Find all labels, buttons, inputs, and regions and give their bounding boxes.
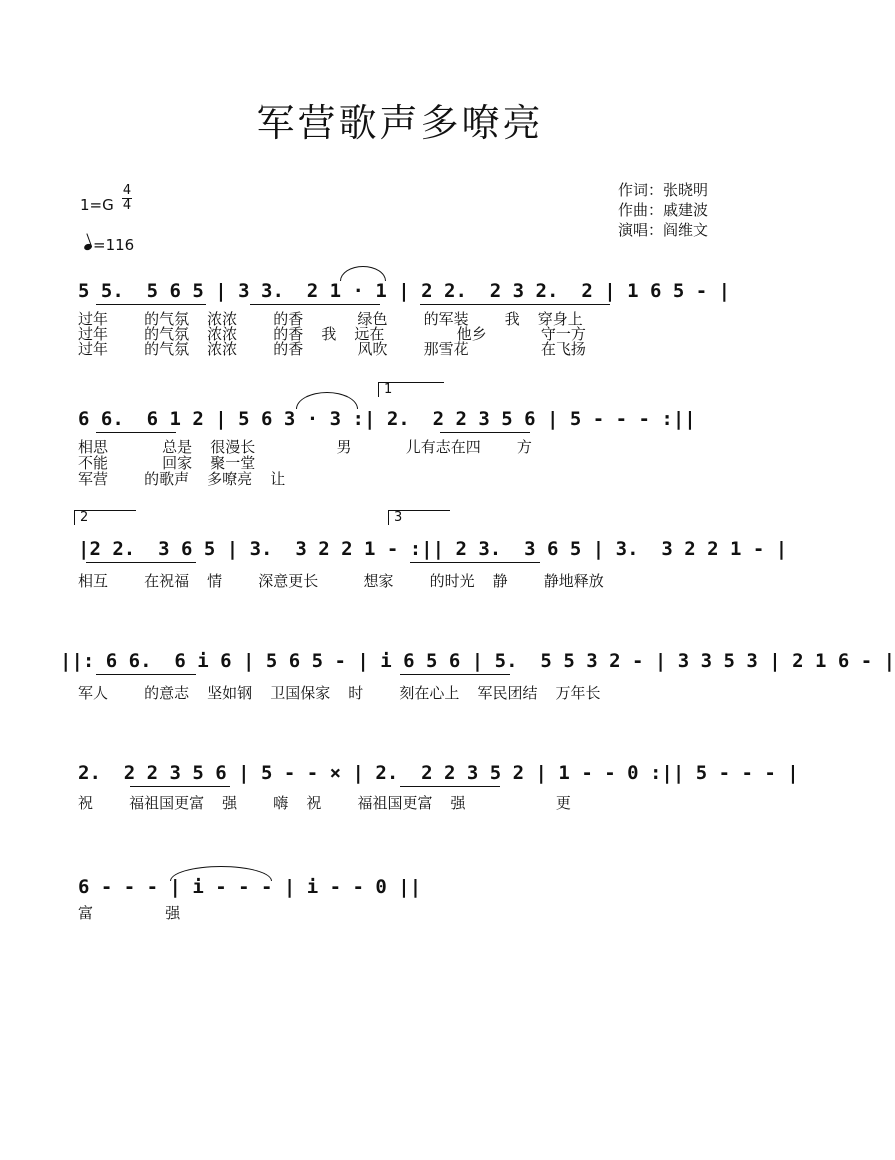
lyricist: 作词：张晓明 <box>618 181 709 199</box>
beam <box>400 786 500 787</box>
notation-line-2: 6 6. 6 1 2 | 5 6 3 · 3 :| 2. 2 2 3 5 6 | 5 - - - :|| <box>78 408 696 430</box>
notation-line-6: 6 - - - | i - - - | i - - 0 || <box>78 876 422 898</box>
credits <box>618 180 708 240</box>
notation-line-5: 2. 2 2 3 5 6 | 5 - - × | 2. 2 2 3 5 2 | 1 - - 0 :|| 5 - - - | <box>78 762 799 784</box>
notation-line-4: ||: 6 6. 6 i 6 | 5 6 5 - | i 6 5 6 | 5. 5 5 3 2 - | 3 3 5 3 | 2 1 6 - | <box>60 650 895 672</box>
lyric-verse-2: 过年 的气氛 浓浓 的香 我 远在 他乡 守一方 <box>78 325 586 343</box>
key-signature: 1=G <box>80 196 114 214</box>
lyric-verse-1: 相思 总是 很漫长 男 儿有志在四 方 <box>78 438 532 456</box>
beam <box>86 562 196 563</box>
lyric-verse-3: 军营 的歌声 多嘹亮 让 <box>78 470 286 488</box>
lyric-line-4: 军人 的意志 坚如钢 卫国保家 时 刻在心上 军民团结 万年长 <box>78 684 601 702</box>
lyric-line-3: 相互 在祝福 情 深意更长 想家 的时光 静 静地释放 <box>78 572 604 590</box>
volta-2: 2 <box>74 510 136 525</box>
lyric-line-6: 富 强 <box>78 904 181 922</box>
tie <box>296 392 358 409</box>
volta-1: 1 <box>378 382 444 397</box>
singer: 演唱：阎维文 <box>618 221 709 239</box>
beam <box>130 786 230 787</box>
volta-3: 3 <box>388 510 450 525</box>
notation-line-3: |2 2. 3 6 5 | 3. 3 2 2 1 - :|| 2 3. 3 6 5 | 3. 3 2 2 1 - | <box>78 538 788 560</box>
time-signature: 4 4 <box>122 183 132 213</box>
lyric-verse-3: 过年 的气氛 浓浓 的香 风吹 那雪花 在飞扬 <box>78 340 586 358</box>
beam <box>250 304 380 305</box>
beam <box>96 304 206 305</box>
quarter-note-icon <box>83 243 93 251</box>
lyric-verse-1: 过年 的气氛 浓浓 的香 绿色 的军装 我 穿身上 <box>78 310 583 328</box>
lyric-line-5: 祝 福祖国更富 强 嗨 祝 福祖国更富 强 更 <box>78 794 571 812</box>
beam <box>96 432 176 433</box>
beam <box>96 674 196 675</box>
beam <box>440 432 530 433</box>
tie <box>340 266 386 281</box>
notation-line-1: 5 5. 5 6 5 | 3 3. 2 1 · 1 | 2 2. 2 3 2. 2 | 1 6 5 - | <box>78 280 731 302</box>
beam <box>410 562 540 563</box>
lyric-verse-2: 不能 回家 聚一堂 <box>78 454 256 472</box>
composer: 作曲：戚建波 <box>618 201 709 219</box>
tempo-marking: =116 <box>84 236 134 254</box>
beam <box>400 674 510 675</box>
song-title: 军营歌声多嘹亮 <box>256 101 544 145</box>
beam <box>420 304 610 305</box>
